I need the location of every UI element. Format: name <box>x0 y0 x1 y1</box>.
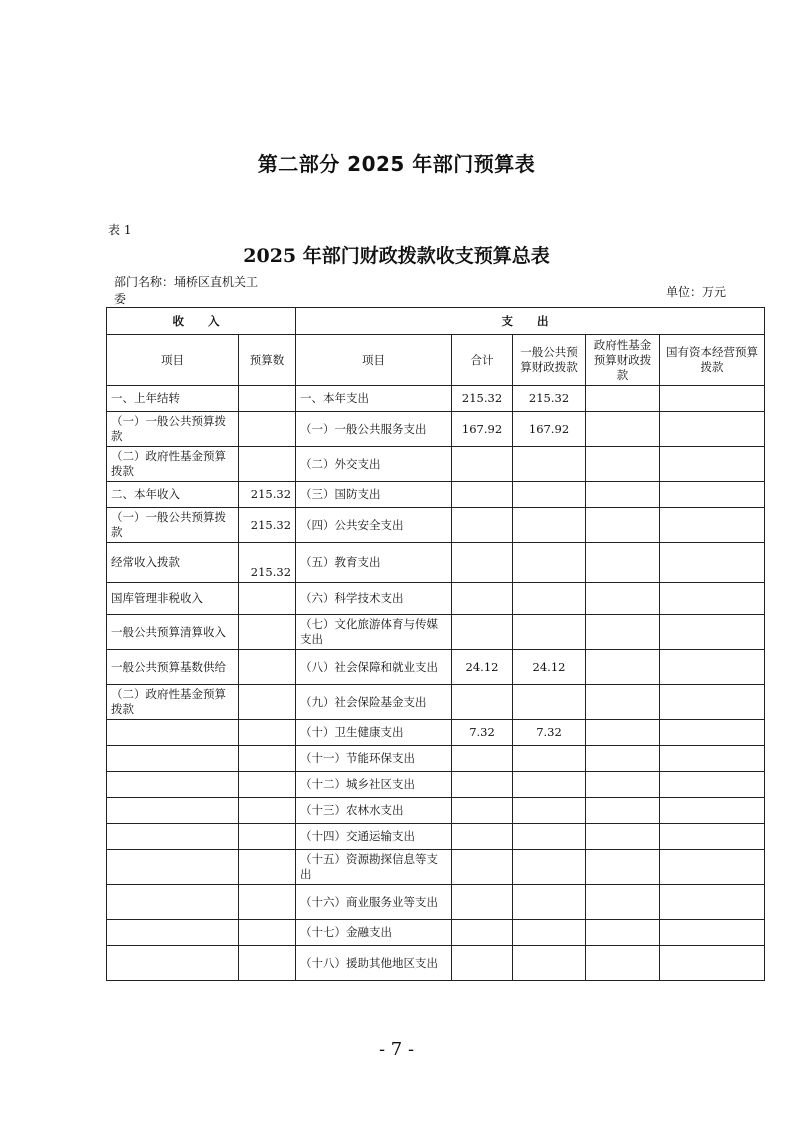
income-item-cell <box>107 850 239 885</box>
income-amount-cell <box>239 386 296 412</box>
income-item-cell: 一、上年结转 <box>107 386 239 412</box>
income-amount-cell <box>239 850 296 885</box>
income-amount-cell <box>239 583 296 615</box>
income-item-cell: （二）政府性基金预算拨款 <box>107 447 239 482</box>
general-budget-cell <box>513 850 586 885</box>
income-amount-cell <box>239 720 296 746</box>
table-row <box>107 685 765 720</box>
part-title: 第二部分 2025 年部门预算表 <box>257 152 536 176</box>
total-cell <box>452 508 513 543</box>
total-cell <box>452 772 513 798</box>
gov-fund-cell <box>586 386 660 412</box>
state-capital-cell <box>660 798 765 824</box>
expense-item-cell: （六）科学技术支出 <box>296 583 452 615</box>
table-row <box>107 482 765 508</box>
gov-fund-cell <box>586 772 660 798</box>
state-capital-cell <box>660 650 765 685</box>
total-cell <box>452 824 513 850</box>
table-row <box>107 543 765 583</box>
table-number: 表 1 <box>108 223 132 237</box>
gov-fund-cell <box>586 685 660 720</box>
state-capital-cell <box>660 920 765 946</box>
gov-fund-header: 政府性基金预算财政拨款 <box>586 335 660 386</box>
income-amount-cell <box>239 824 296 850</box>
budget-table <box>106 307 765 981</box>
total-cell <box>452 583 513 615</box>
expense-item-cell: （十一）节能环保支出 <box>296 746 452 772</box>
general-budget-cell <box>513 482 586 508</box>
total-cell <box>452 543 513 583</box>
total-cell: 167.92 <box>452 412 513 447</box>
income-item-header: 项目 <box>107 335 239 386</box>
table-row <box>107 412 765 447</box>
total-cell <box>452 798 513 824</box>
income-item-cell <box>107 798 239 824</box>
gov-fund-cell <box>586 543 660 583</box>
gov-fund-cell <box>586 946 660 981</box>
gov-fund-cell <box>586 720 660 746</box>
state-capital-cell <box>660 583 765 615</box>
expense-item-cell: （七）文化旅游体育与传媒支出 <box>296 615 452 650</box>
table-row <box>107 824 765 850</box>
table-row <box>107 508 765 543</box>
state-capital-cell <box>660 946 765 981</box>
table-row <box>107 615 765 650</box>
income-item-cell: 国库管理非税收入 <box>107 583 239 615</box>
income-amount-cell <box>239 447 296 482</box>
general-budget-cell <box>513 946 586 981</box>
general-budget-cell <box>513 772 586 798</box>
income-item-cell: （二）政府性基金预算拨款 <box>107 685 239 720</box>
income-header: 收 入 <box>107 308 296 335</box>
table-row <box>107 583 765 615</box>
total-cell <box>452 920 513 946</box>
state-capital-cell <box>660 615 765 650</box>
general-budget-cell <box>513 543 586 583</box>
general-budget-cell <box>513 885 586 920</box>
gov-fund-cell <box>586 583 660 615</box>
expense-item-cell: （十）卫生健康支出 <box>296 720 452 746</box>
table-row <box>107 720 765 746</box>
gov-fund-cell <box>586 798 660 824</box>
income-item-cell: （一）一般公共预算拨款 <box>107 508 239 543</box>
table-row <box>107 885 765 920</box>
gov-fund-cell <box>586 412 660 447</box>
expense-item-cell: （五）教育支出 <box>296 543 452 583</box>
unit-label: 单位：万元 <box>666 285 727 299</box>
expense-item-cell: 一、本年支出 <box>296 386 452 412</box>
state-capital-cell <box>660 543 765 583</box>
income-item-cell <box>107 885 239 920</box>
table-title: 2025 年部门财政拨款收支预算总表 <box>243 245 550 267</box>
income-item-cell: 一般公共预算基数供给 <box>107 650 239 685</box>
income-amount-cell: 215.32 <box>239 482 296 508</box>
table-row <box>107 772 765 798</box>
total-cell: 24.12 <box>452 650 513 685</box>
total-header: 合计 <box>452 335 513 386</box>
expense-item-cell: （十七）金融支出 <box>296 920 452 946</box>
page-number: - 7 - <box>378 1039 415 1060</box>
general-budget-cell <box>513 685 586 720</box>
general-budget-cell: 215.32 <box>513 386 586 412</box>
gov-fund-cell <box>586 508 660 543</box>
income-amount-cell: 215.32 <box>239 508 296 543</box>
general-budget-cell <box>513 746 586 772</box>
income-amount-cell <box>239 615 296 650</box>
total-cell: 215.32 <box>452 386 513 412</box>
state-capital-header: 国有资本经营预算拨款 <box>660 335 765 386</box>
income-item-cell <box>107 920 239 946</box>
expense-item-cell: （二）外交支出 <box>296 447 452 482</box>
general-budget-cell <box>513 508 586 543</box>
department-name: 部门名称：埇桥区直机关工委 <box>114 275 259 306</box>
income-item-cell: 二、本年收入 <box>107 482 239 508</box>
income-item-cell: 一般公共预算清算收入 <box>107 615 239 650</box>
table-row <box>107 798 765 824</box>
total-cell <box>452 746 513 772</box>
table-row <box>107 746 765 772</box>
income-item-cell: 经常收入拨款 <box>107 543 239 583</box>
expense-item-cell: （十六）商业服务业等支出 <box>296 885 452 920</box>
gov-fund-cell <box>586 615 660 650</box>
general-budget-cell <box>513 920 586 946</box>
income-amount-cell <box>239 772 296 798</box>
total-cell <box>452 685 513 720</box>
income-item-cell <box>107 746 239 772</box>
expense-item-cell: （十八）援助其他地区支出 <box>296 946 452 981</box>
expense-item-cell: （四）公共安全支出 <box>296 508 452 543</box>
income-item-cell <box>107 946 239 981</box>
general-budget-cell: 24.12 <box>513 650 586 685</box>
income-amount-cell <box>239 650 296 685</box>
state-capital-cell <box>660 850 765 885</box>
table-row <box>107 920 765 946</box>
state-capital-cell <box>660 720 765 746</box>
total-cell <box>452 482 513 508</box>
expense-header: 支 出 <box>296 308 765 335</box>
state-capital-cell <box>660 447 765 482</box>
gov-fund-cell <box>586 824 660 850</box>
income-item-cell <box>107 720 239 746</box>
total-cell <box>452 850 513 885</box>
expense-item-cell: （十五）资源勘探信息等支出 <box>296 850 452 885</box>
table-row <box>107 850 765 885</box>
gov-fund-cell <box>586 850 660 885</box>
expense-item-cell: （十三）农林水支出 <box>296 798 452 824</box>
income-amount-cell <box>239 885 296 920</box>
expense-item-cell: （一）一般公共服务支出 <box>296 412 452 447</box>
general-budget-cell <box>513 615 586 650</box>
gov-fund-cell <box>586 482 660 508</box>
general-budget-cell: 167.92 <box>513 412 586 447</box>
state-capital-cell <box>660 508 765 543</box>
state-capital-cell <box>660 685 765 720</box>
table-row <box>107 447 765 482</box>
income-amount-header: 预算数 <box>239 335 296 386</box>
general-budget-cell <box>513 583 586 615</box>
total-cell <box>452 946 513 981</box>
total-cell <box>452 447 513 482</box>
general-budget-cell <box>513 798 586 824</box>
expense-item-cell: （十二）城乡社区支出 <box>296 772 452 798</box>
gov-fund-cell <box>586 746 660 772</box>
total-cell <box>452 885 513 920</box>
state-capital-cell <box>660 412 765 447</box>
state-capital-cell <box>660 386 765 412</box>
gov-fund-cell <box>586 650 660 685</box>
general-budget-cell <box>513 447 586 482</box>
gov-fund-cell <box>586 885 660 920</box>
total-cell: 7.32 <box>452 720 513 746</box>
table-row <box>107 650 765 685</box>
general-budget-cell: 7.32 <box>513 720 586 746</box>
total-cell <box>452 615 513 650</box>
expense-item-cell: （三）国防支出 <box>296 482 452 508</box>
income-amount-cell <box>239 798 296 824</box>
general-budget-cell <box>513 824 586 850</box>
income-item-cell <box>107 824 239 850</box>
expense-item-cell: （八）社会保障和就业支出 <box>296 650 452 685</box>
income-amount-cell <box>239 412 296 447</box>
state-capital-cell <box>660 482 765 508</box>
general-budget-header: 一般公共预算财政拨款 <box>513 335 586 386</box>
expense-item-cell: （十四）交通运输支出 <box>296 824 452 850</box>
state-capital-cell <box>660 885 765 920</box>
state-capital-cell <box>660 824 765 850</box>
expense-item-cell: （九）社会保险基金支出 <box>296 685 452 720</box>
gov-fund-cell <box>586 920 660 946</box>
income-amount-cell <box>239 946 296 981</box>
table-row <box>107 946 765 981</box>
income-item-cell <box>107 772 239 798</box>
income-item-cell: （一）一般公共预算拨款 <box>107 412 239 447</box>
income-amount-cell <box>239 685 296 720</box>
income-amount-cell <box>239 920 296 946</box>
table-row <box>107 386 765 412</box>
expense-item-header: 项目 <box>296 335 452 386</box>
income-amount-cell: 215.32 <box>239 543 296 583</box>
gov-fund-cell <box>586 447 660 482</box>
state-capital-cell <box>660 746 765 772</box>
income-amount-cell <box>239 746 296 772</box>
state-capital-cell <box>660 772 765 798</box>
